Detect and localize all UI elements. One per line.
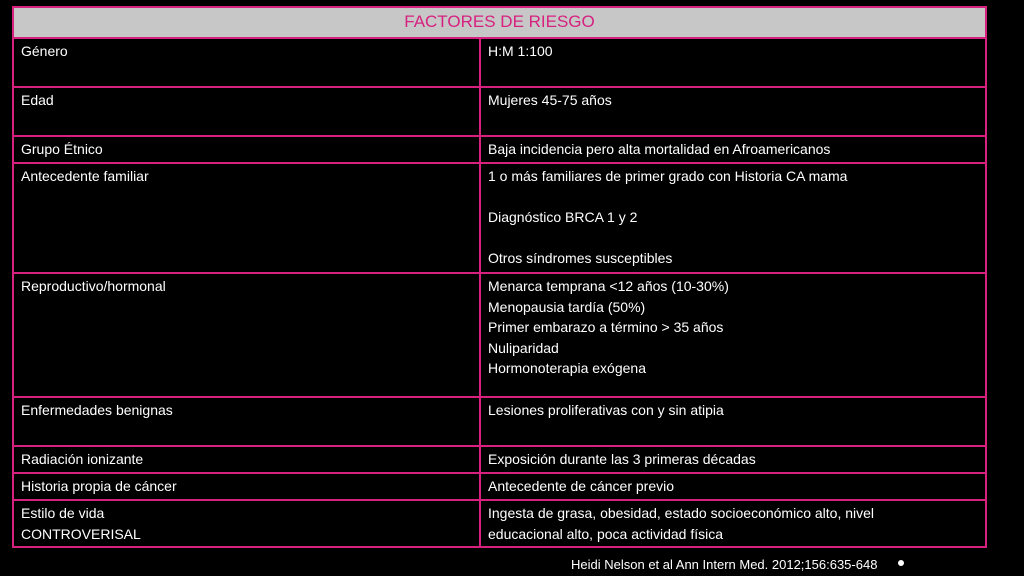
factor-label: CONTROVERISAL bbox=[21, 525, 141, 542]
line-gap bbox=[488, 187, 978, 208]
table-row bbox=[13, 87, 986, 136]
factor-cell bbox=[13, 446, 480, 473]
factor-cell bbox=[13, 473, 480, 500]
detail-cell bbox=[480, 38, 986, 87]
factor-label: Antecedente familiar bbox=[21, 168, 149, 184]
factor-label: Historia propia de cáncer bbox=[21, 478, 177, 494]
detail-text: Nuliparidad bbox=[488, 339, 559, 356]
detail-text: Baja incidencia pero alta mortalidad en Afroamericanos bbox=[488, 141, 831, 157]
table-row bbox=[13, 38, 986, 87]
table-row bbox=[13, 446, 986, 473]
detail-text: Otros síndromes susceptibles bbox=[488, 250, 673, 266]
factor-label: Reproductivo/hormonal bbox=[21, 278, 166, 294]
factor-label: Estilo de vida bbox=[21, 505, 105, 521]
detail-cell bbox=[480, 273, 986, 397]
detail-text: Antecedente de cáncer previo bbox=[488, 478, 675, 494]
table-row bbox=[13, 473, 986, 500]
detail-cell bbox=[480, 397, 986, 446]
table-header-row bbox=[13, 7, 986, 38]
detail-cell bbox=[480, 446, 986, 473]
detail-text: Lesiones proliferativas con y sin atipia bbox=[488, 402, 724, 418]
factor-cell bbox=[13, 38, 480, 87]
table-row bbox=[13, 397, 986, 446]
factor-cell bbox=[13, 500, 480, 547]
detail-text: Ingesta de grasa, obesidad, estado socioeconómico alto, nivel bbox=[488, 505, 875, 521]
detail-text: Mujeres 45-75 años bbox=[488, 92, 612, 108]
detail-text: Primer embarazo a término > 35 años bbox=[488, 319, 724, 335]
table-row bbox=[13, 273, 986, 397]
detail-text: 1 o más familiares de primer grado con Historia CA mama bbox=[488, 168, 848, 184]
detail-cell bbox=[480, 163, 986, 273]
detail-text: educacional alto, poca actividad física bbox=[488, 525, 724, 542]
risk-factors-table bbox=[12, 6, 987, 548]
line-gap bbox=[488, 228, 978, 249]
factor-label: Grupo Étnico bbox=[21, 141, 103, 157]
detail-text: Menarca temprana <12 años (10-30%) bbox=[488, 278, 729, 294]
detail-text: Diagnóstico BRCA 1 y 2 bbox=[488, 209, 638, 225]
citation-period-dot bbox=[898, 560, 904, 566]
detail-text: H:M 1:100 bbox=[488, 43, 553, 59]
detail-text: Hormonoterapia exógena bbox=[488, 360, 646, 376]
detail-cell bbox=[480, 473, 986, 500]
factor-cell bbox=[13, 163, 480, 273]
detail-text: Exposición durante las 3 primeras décadas bbox=[488, 451, 756, 467]
table-row bbox=[13, 163, 986, 273]
factor-label: Edad bbox=[21, 92, 54, 108]
citation: Heidi Nelson et al Ann Intern Med. 2012;156:635-648 bbox=[571, 557, 878, 572]
detail-text: Menopausia tardía (50%) bbox=[488, 298, 646, 315]
detail-cell bbox=[480, 87, 986, 136]
factor-cell bbox=[13, 397, 480, 446]
detail-cell bbox=[480, 500, 986, 547]
factor-cell bbox=[13, 273, 480, 397]
factor-label: Enfermedades benignas bbox=[21, 402, 173, 418]
table-row bbox=[13, 136, 986, 163]
factor-label: Radiación ionizante bbox=[21, 451, 144, 467]
table-row bbox=[13, 500, 986, 547]
table-title: FACTORES DE RIESGO bbox=[13, 7, 986, 38]
factor-label: Género bbox=[21, 43, 68, 59]
factor-cell bbox=[13, 136, 480, 163]
detail-cell bbox=[480, 136, 986, 163]
factor-cell bbox=[13, 87, 480, 136]
